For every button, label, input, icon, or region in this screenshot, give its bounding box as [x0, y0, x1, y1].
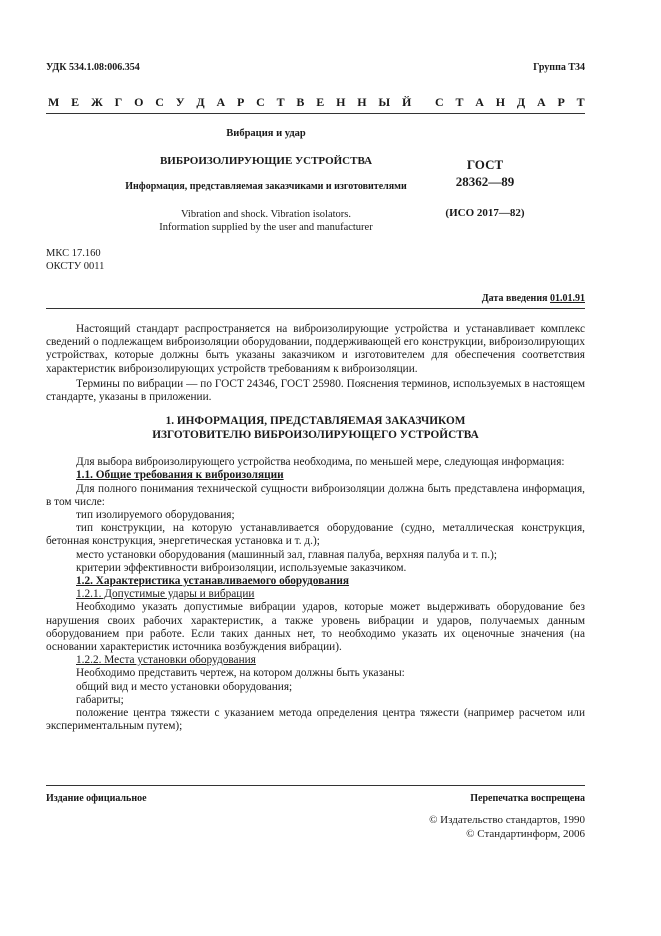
title-letter: Т [276, 95, 285, 109]
document-body [46, 323, 585, 733]
title-letter: А [536, 95, 546, 109]
intro-date [482, 293, 585, 304]
title-letter: С [256, 95, 265, 109]
title-letter: А [216, 95, 226, 109]
subsection-1-1-text: Для полного понимания технической сущности виброизоляции должна быть представлена информация, в том числе: [46, 482, 585, 508]
title-letter: Ж [90, 95, 103, 109]
subsection-1-2-2-text: Необходимо представить чертеж, на котором должны быть указаны: [76, 667, 405, 680]
title-letter: Й [401, 95, 412, 109]
title-letter: Ы [378, 95, 391, 109]
reprint-notice: Перепечатка воспрещена [470, 793, 585, 804]
list-item: положение центра тяжести с указанием метода определения центра тяжести (например расчетом или экспериментальным путем); [46, 707, 585, 733]
title-letter: Н [357, 95, 367, 109]
standard-subtitle: Информация, представляемая заказчиками и изготовителями [125, 181, 407, 192]
title-letter: Т [576, 95, 585, 109]
title-letter: Р [557, 95, 565, 109]
footer-divider [46, 785, 585, 786]
gost-label: ГОСТ [466, 157, 504, 172]
official-edition: Издание официальное [46, 793, 147, 804]
subject-line: Вибрация и удар [226, 128, 306, 139]
title-letter: Е [316, 95, 325, 109]
title-letter: Г [114, 95, 123, 109]
section-1-heading [46, 414, 585, 442]
title-letter: Д [516, 95, 526, 109]
gost-number: 28362—89 [455, 174, 515, 189]
section-1-heading-line2: ИЗГОТОВИТЕЛЮ ВИБРОИЗОЛИРУЮЩЕГО УСТРОЙСТВА [152, 429, 479, 442]
subsection-1-1-title: 1.1. Общие требования к виброизоляции [76, 469, 284, 482]
header-divider [46, 308, 585, 309]
iso-reference: (ИСО 2017—82) [445, 207, 525, 219]
standard-type-title [48, 95, 585, 110]
title-letter: Т [455, 95, 464, 109]
title-letter: Р [236, 95, 245, 109]
english-title-line2: Information supplied by the user and manufacturer [159, 222, 373, 233]
standard-name: ВИБРОИЗОЛИРУЮЩИЕ УСТРОЙСТВА [159, 155, 373, 167]
english-title-line1: Vibration and shock. Vibration isolators. [180, 209, 352, 220]
list-item: общий вид и место установки оборудования; [76, 680, 293, 693]
title-letter: А [475, 95, 484, 109]
section-1-heading-line1: 1. ИНФОРМАЦИЯ, ПРЕДСТАВЛЯЕМАЯ ЗАКАЗЧИКОМ [165, 415, 466, 428]
intro-date-label: Дата введения [481, 293, 548, 304]
list-item: тип изолируемого оборудования; [76, 509, 235, 522]
title-letter: В [296, 95, 305, 109]
mks-code: МКС 17.160 [46, 248, 101, 259]
title-letter: У [175, 95, 185, 109]
intro-paragraph-1: Настоящий стандарт распространяется на виброизолирующие устройства и устанавливает комплекс сведений о подлежащем виброизоляции оборудовании, поддерживающей его конструкции, виброизолирующих устройствах, которые должны быть указаны заказчиком и изготовителем для обеспечения соответствия характеристик виброизолирующих устройств требованиям к виброизоляции. [46, 323, 585, 375]
list-item: габариты; [76, 693, 124, 706]
intro-date-value: 01.01.91 [550, 293, 585, 304]
title-letter: Е [71, 95, 80, 109]
title-letter: О [134, 95, 144, 109]
subsection-1-2-title: 1.2. Характеристика устанавливаемого оборудования [76, 575, 349, 588]
subsection-1-2-2-title: 1.2.2. Места установки оборудования [76, 654, 256, 667]
list-item: место установки оборудования (машинный зал, главная палуба, верхняя палуба и т. п.); [76, 548, 497, 561]
copyright-2: © Стандартинформ, 2006 [466, 828, 585, 840]
title-letter: М [48, 95, 60, 109]
section-1-lead: Для выбора виброизолирующего устройства необходима, по меньшей мере, следующая информация: [76, 456, 565, 469]
title-letter: Д [196, 95, 205, 109]
group-code: Группа Т34 [533, 62, 585, 73]
copyright-1: © Издательство стандартов, 1990 [429, 814, 585, 826]
title-letter: С [434, 95, 444, 109]
list-item: критерии эффективности виброизоляции, используемые заказчиком. [76, 561, 407, 574]
okstu-code: ОКСТУ 0011 [46, 261, 105, 272]
title-letter: Н [495, 95, 506, 109]
title-letter: С [155, 95, 164, 109]
title-rule [46, 113, 585, 114]
list-item: тип конструкции, на которую устанавливается оборудование (судно, металлическая конструкция, бетонная конструкция, энергетическая установка и т. д.); [46, 522, 585, 548]
title-letter: Н [336, 95, 346, 109]
udk-code: УДК 534.1.08:006.354 [46, 62, 140, 73]
subsection-1-2-1-title: 1.2.1. Допустимые удары и вибрации [76, 588, 255, 601]
intro-paragraph-2: Термины по вибрации — по ГОСТ 24346, ГОСТ 25980. Пояснения терминов, используемых в настоящем стандарте, указаны в приложении. [46, 377, 585, 404]
subsection-1-2-1-text: Необходимо указать допустимые вибрации ударов, которые может выдерживать оборудование без нарушения своих рабочих характеристик, а также уровень вибрации и ударов, получаемых данным оборудованием при работе. Если таких данных нет, то необходимо указать их оценочные значения (на основании характеристик источника возбуждения вибрации). [46, 601, 585, 654]
